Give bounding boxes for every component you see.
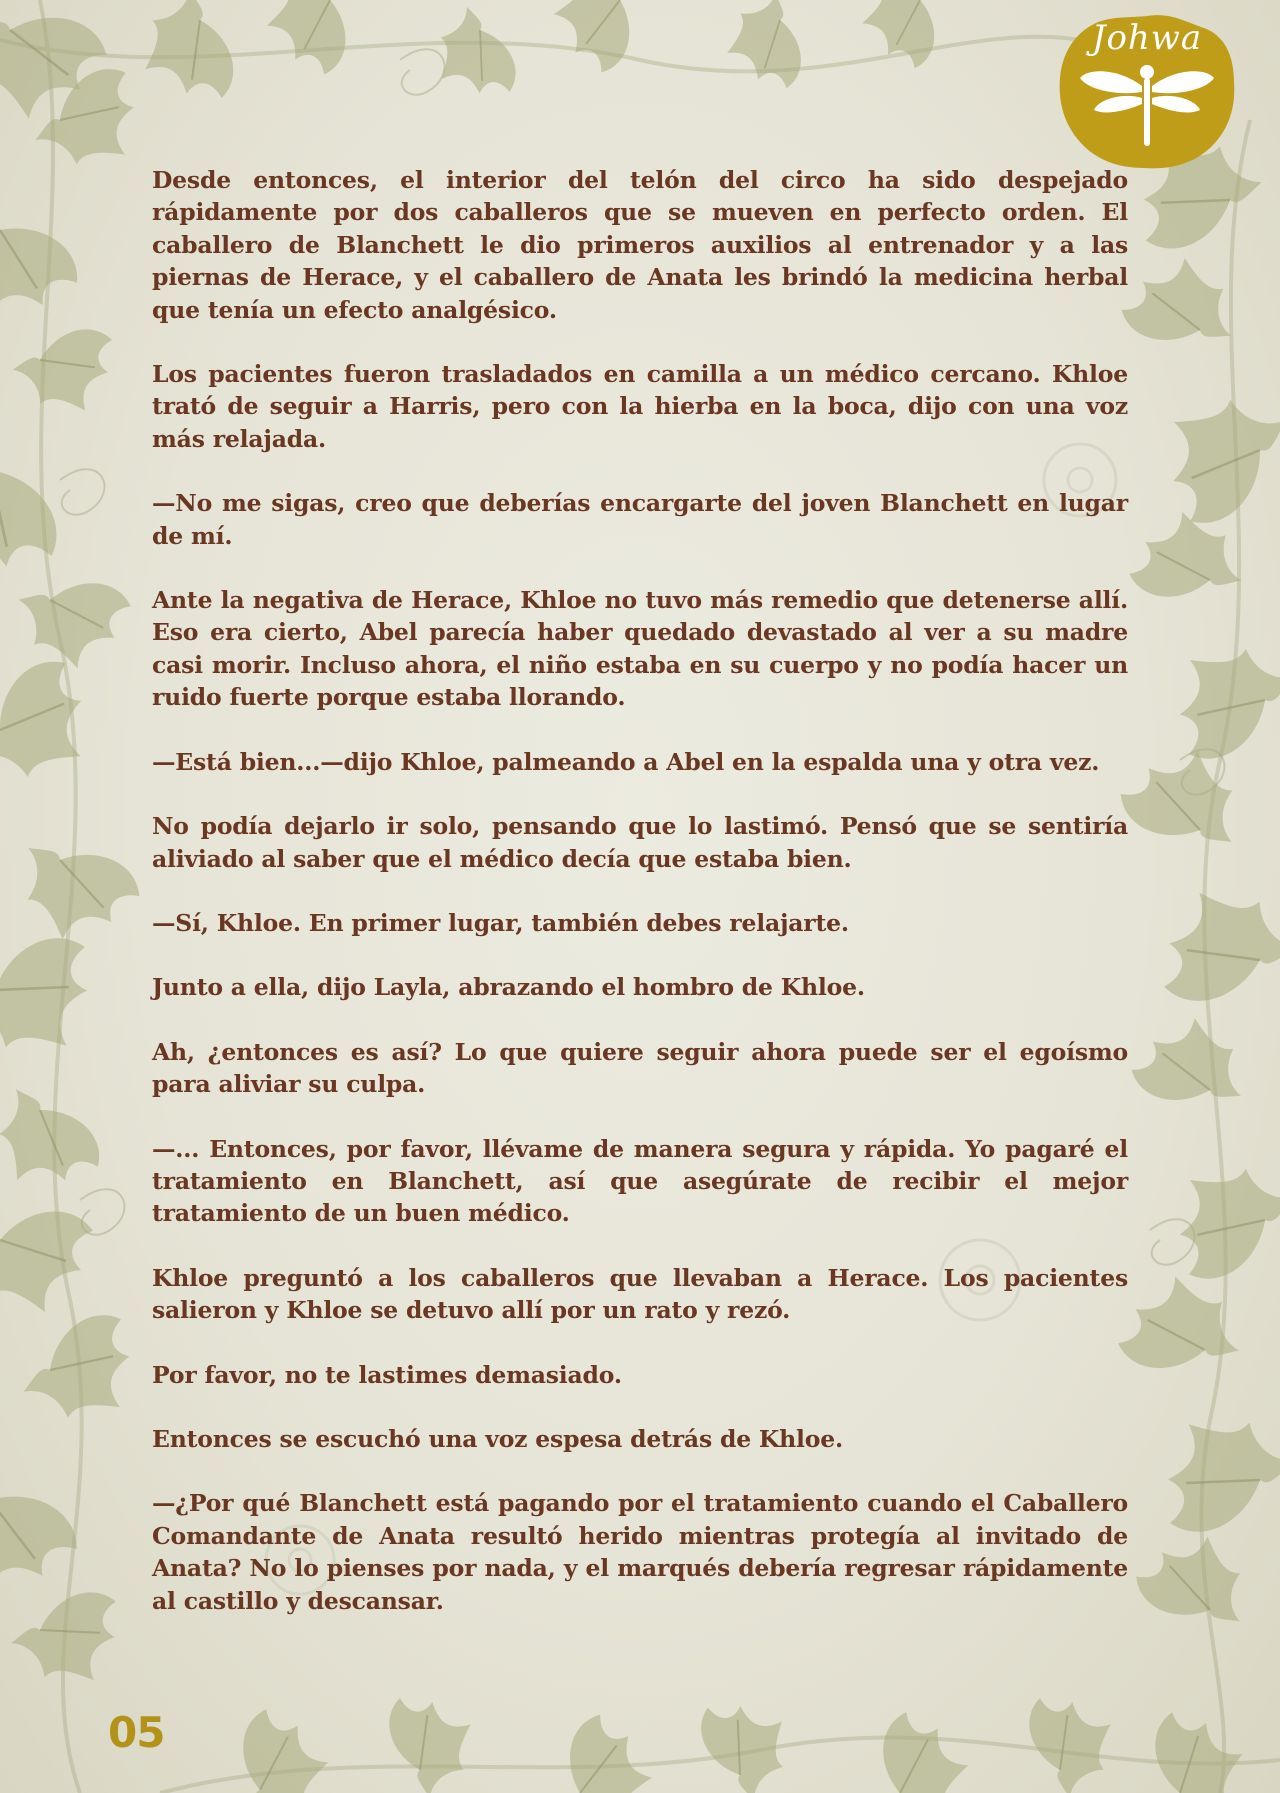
paragraph: Desde entonces, el interior del telón del circo ha sido despejado rápidamente por dos caballeros que se mueven en perfecto orden. El caballero de Blanchett le dio primeros auxilios al entrenador y a las piernas de Herace, y el caballero de Anata les brindó la medicina herbal que tenía un efecto analgésico.: [152, 166, 1128, 324]
paragraph: Por favor, no te lastimes demasiado.: [152, 1360, 622, 1389]
paragraph: Los pacientes fueron trasladados en camilla a un médico cercano. Khloe trató de seguir a Harris, pero con la hierba en la boca, dijo con una voz más relajada.: [152, 360, 1128, 453]
paragraph: —Está bien...—dijo Khloe, palmeando a Abel en la espalda una y otra vez.: [152, 747, 1100, 776]
body-text: [152, 164, 1128, 1649]
logo-text: Johwa: [1091, 18, 1203, 58]
paragraph: —¿Por qué Blanchett está pagando por el tratamiento cuando el Caballero Comandante de Anata resultó herido mientras protegía al invitado de Anata? No lo pienses por nada, y el marqués debería regresar rápidamente al castillo y descansar.: [152, 1489, 1128, 1615]
paragraph: —... Entonces, por favor, llévame de manera segura y rápida. Yo pagaré el tratamiento en Blanchett, así que asegúrate de recibir el mejor tratamiento de un buen médico.: [152, 1134, 1128, 1228]
paragraph: Ante la negativa de Herace, Khloe no tuvo más remedio que detenerse allí. Eso era cierto, Abel parecía haber quedado devastado al ver a su madre casi morir. Incluso ahora, el niño estaba en su cuerpo y no podía hacer un ruido fuerte porque estaba llorando.: [152, 586, 1128, 712]
johwa-logo: [1058, 12, 1236, 170]
paragraph: —Sí, Khloe. En primer lugar, también debes relajarte.: [152, 908, 849, 937]
paragraph: Khloe preguntó a los caballeros que llevaban a Herace. Los pacientes salieron y Khloe se detuvo allí por un rato y rezó.: [152, 1263, 1128, 1325]
page-number: 05: [108, 1708, 165, 1757]
paragraph: —No me sigas, creo que deberías encargarte del joven Blanchett en lugar de mí.: [152, 489, 1128, 550]
paragraph: No podía dejarlo ir solo, pensando que lo lastimó. Pensó que se sentiría aliviado al saber que el médico decía que estaba bien.: [152, 812, 1128, 873]
paragraph: Junto a ella, dijo Layla, abrazando el hombro de Khloe.: [152, 973, 865, 1002]
paragraph: Ah, ¿entonces es así? Lo que quiere seguir ahora puede ser el egoísmo para aliviar su culpa.: [152, 1037, 1128, 1099]
paragraph: Entonces se escuchó una voz espesa detrás de Khloe.: [152, 1424, 843, 1453]
